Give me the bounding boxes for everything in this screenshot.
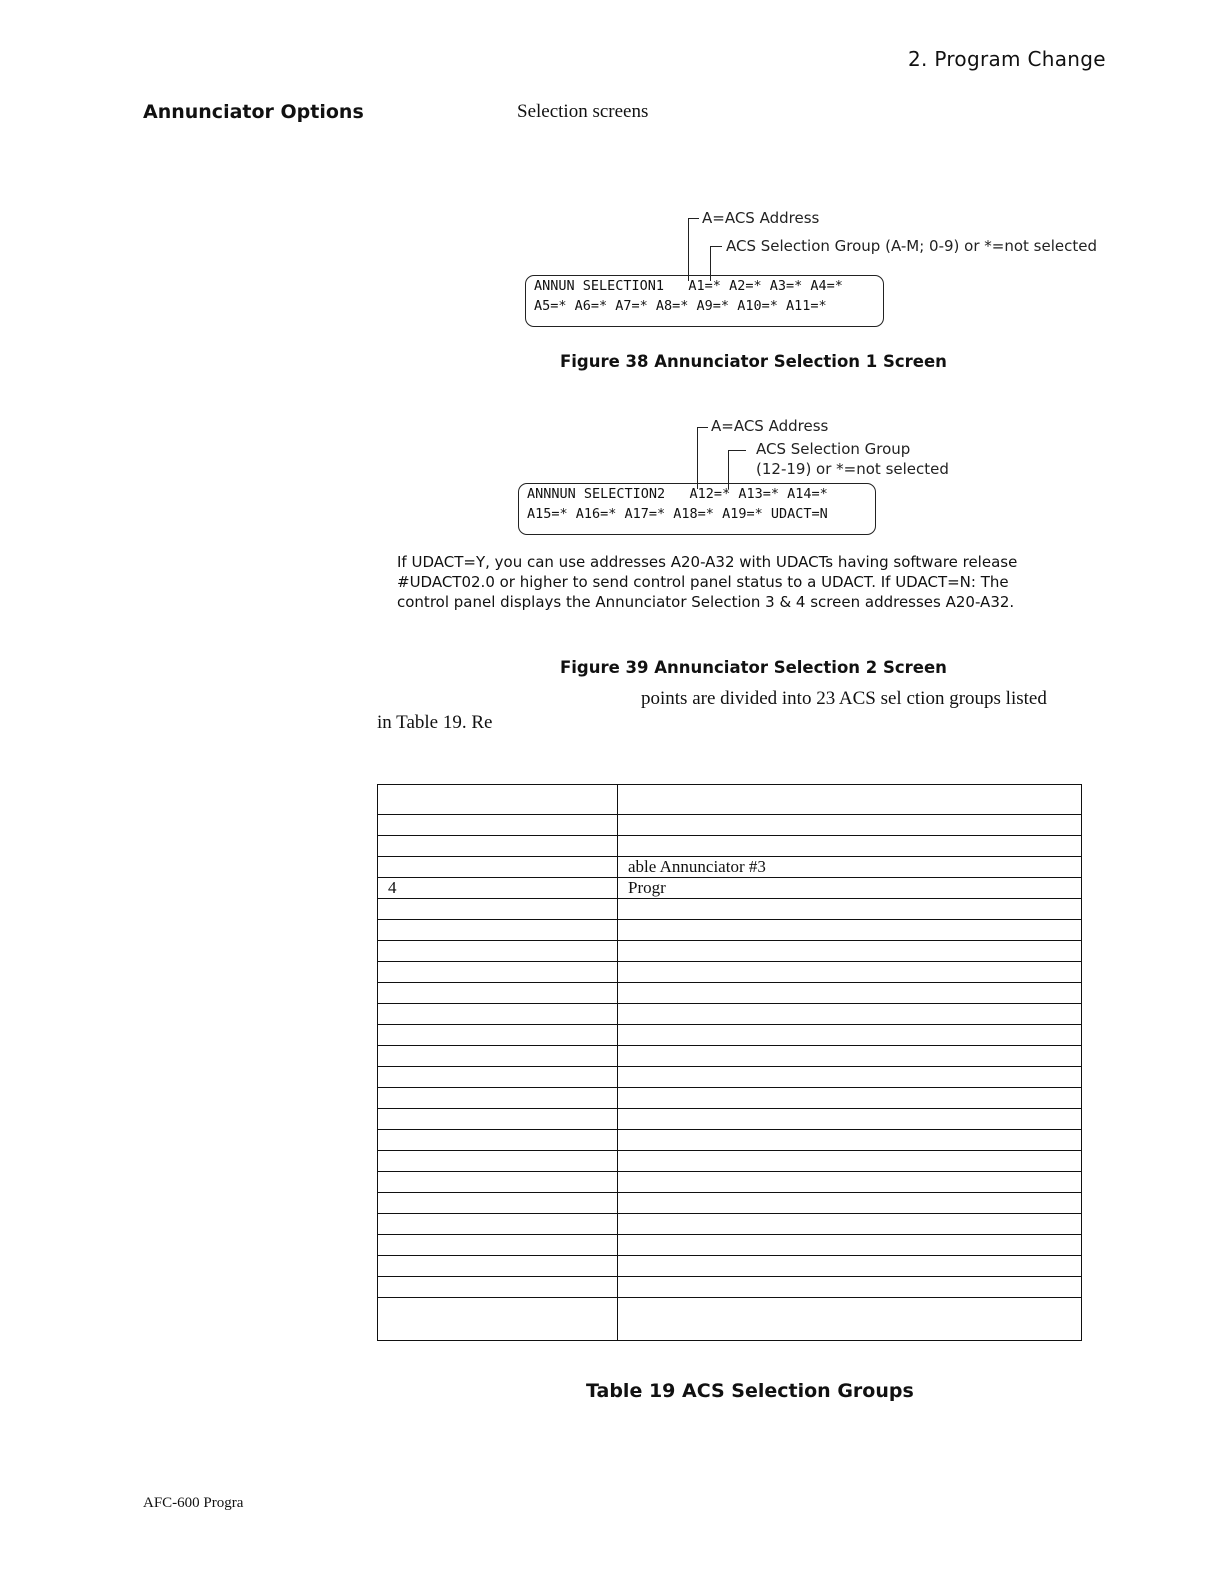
table-row [378,815,1082,836]
table-cell-description [618,1256,1082,1277]
group-leader-line [728,450,746,451]
section-intro: Selection screens [517,101,649,122]
address-leader-line [688,218,689,281]
table-cell-description [618,941,1082,962]
table-cell-description [618,1004,1082,1025]
table-cell-group [378,1235,618,1256]
table-cell-group [378,1004,618,1025]
table-cell-group [378,1067,618,1088]
group-annotation: ACS Selection Group (A-M; 0-9) or *=not selected [726,237,1098,255]
table-cell-group [378,836,618,857]
table-cell-description [618,815,1082,836]
table-row [378,941,1082,962]
address-leader-line [688,218,699,219]
table-row [378,857,1082,878]
table-cell-description: able Annunciator #3 [618,857,1082,878]
table-cell-description [618,962,1082,983]
table-cell-description [618,1151,1082,1172]
table-row [378,1109,1082,1130]
page-footer: AFC-600 Progra [143,1495,244,1511]
address-leader-line [697,427,698,489]
table-cell-group [378,899,618,920]
table-cell-group [378,1109,618,1130]
table-row [378,1193,1082,1214]
figure-caption: Figure 38 Annunciator Selection 1 Screen [560,352,947,371]
address-annotation: A=ACS Address [711,417,829,435]
chapter-header: 2. Program Change [908,47,1106,71]
figure-caption: Figure 39 Annunciator Selection 2 Screen [560,658,947,677]
table-cell-description [618,1298,1082,1341]
table-caption: Table 19 ACS Selection Groups [586,1380,914,1402]
table-cell-description [618,836,1082,857]
group-annotation-line-2: (12-19) or *=not selected [756,460,949,478]
table-row [378,1088,1082,1109]
table-row [378,878,1082,899]
table-cell-group [378,941,618,962]
table-cell-description [618,1109,1082,1130]
section-title: Annunciator Options [143,101,364,123]
table-row [378,962,1082,983]
table-row [378,1046,1082,1067]
table-row [378,1235,1082,1256]
table-row [378,1277,1082,1298]
table-cell-group [378,962,618,983]
table-cell-group [378,857,618,878]
table-row [378,1214,1082,1235]
table-cell-group [378,1172,618,1193]
screen-line-1: ANNNUN SELECTION2 A12=* A13=* A14=* [527,486,828,502]
table-cell-description [618,1046,1082,1067]
table-cell-group [378,1298,618,1341]
table-cell-description [618,983,1082,1004]
body-paragraph-line-1: points are divided into 23 ACS sel ction groups listed [641,688,1047,709]
table-cell-description [618,1025,1082,1046]
table-cell-description [618,1172,1082,1193]
table-cell-group [378,920,618,941]
group-leader-line [710,246,722,247]
table-row [378,899,1082,920]
table-cell-group [378,1130,618,1151]
table-cell-group [378,785,618,815]
table-cell-description [618,785,1082,815]
table-cell-description [618,1067,1082,1088]
table-row [378,1256,1082,1277]
table-cell-description [618,1130,1082,1151]
lcd-screen [525,275,884,327]
table-cell-group [378,815,618,836]
table-cell-description [618,899,1082,920]
table-cell-group [378,1025,618,1046]
table-cell-group [378,1214,618,1235]
table-row [378,983,1082,1004]
table-cell-description [618,1193,1082,1214]
table-row [378,1067,1082,1088]
acs-selection-groups-table [377,784,1082,1341]
table-cell-description [618,1214,1082,1235]
table-row [378,1025,1082,1046]
table-row [378,1151,1082,1172]
table-row [378,920,1082,941]
table-cell-group [378,1088,618,1109]
table-cell-description: Progr [618,878,1082,899]
table-cell-description [618,1277,1082,1298]
table-row [378,836,1082,857]
table-cell-description [618,920,1082,941]
table-row [378,1172,1082,1193]
address-leader-line [697,427,708,428]
table-row [378,1130,1082,1151]
table-cell-description [618,1088,1082,1109]
table-cell-group [378,1193,618,1214]
screen-line-1: ANNUN SELECTION1 A1=* A2=* A3=* A4=* [534,278,843,294]
table-row [378,1004,1082,1025]
table-cell-group [378,983,618,1004]
table-row [378,785,1082,815]
body-paragraph-line-2: in Table 19. Re [377,712,493,733]
address-annotation: A=ACS Address [702,209,820,227]
table-cell-group: 4 [378,878,618,899]
table-cell-group [378,1046,618,1067]
lcd-screen [518,483,876,535]
table-cell-group [378,1277,618,1298]
screen-line-2: A15=* A16=* A17=* A18=* A19=* UDACT=N [527,506,828,522]
group-annotation-line-1: ACS Selection Group [756,440,911,458]
table-cell-group [378,1256,618,1277]
table-cell-group [378,1151,618,1172]
udact-note: If UDACT=Y, you can use addresses A20-A32 with UDACTs having software release #UDACT02.0 or higher to send control panel status to a UDACT. If UDACT=N: The control panel displays the Annunciator Selection 3 & 4 screen addresses A20-A32. [397,553,1018,611]
screen-line-2: A5=* A6=* A7=* A8=* A9=* A10=* A11=* [534,298,827,314]
table-row [378,1298,1082,1341]
table-cell-description [618,1235,1082,1256]
